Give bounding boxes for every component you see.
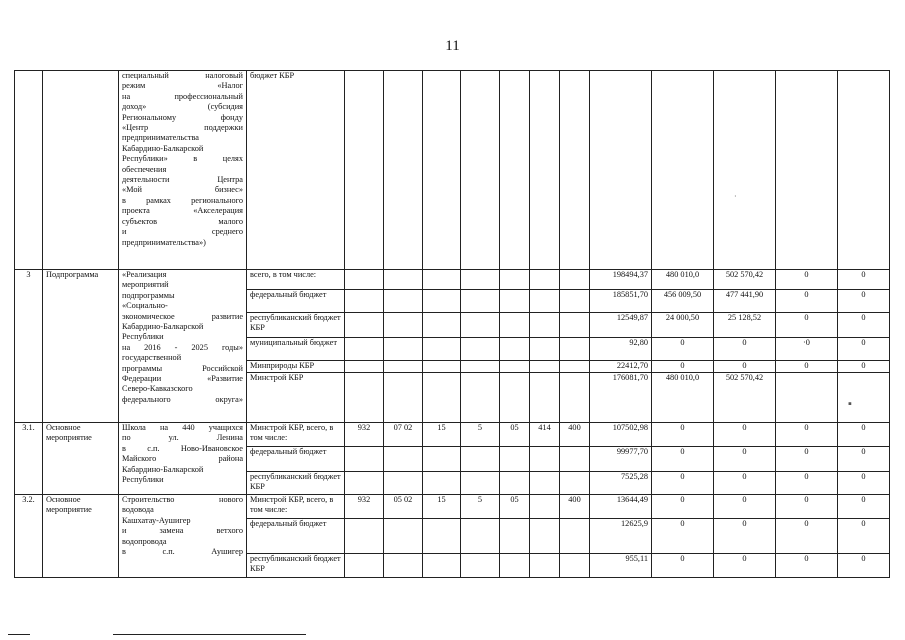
empty-cell: [345, 447, 384, 472]
code-cell-5: 05: [500, 423, 530, 447]
value-cell-4: 0: [776, 495, 838, 519]
value-cell-1: 12549,87: [590, 313, 652, 338]
empty-cell: [530, 361, 560, 373]
value-cell-4: ·0: [776, 338, 838, 361]
measure-name-line: проекта «Акселерация: [122, 206, 243, 216]
value-cell-2: 480 010,0: [652, 373, 714, 423]
scan-mark: ▪: [848, 398, 852, 410]
empty-cell: [560, 270, 590, 290]
empty-cell: [838, 71, 890, 270]
value-cell-3: 0: [714, 447, 776, 472]
value-cell-1: 92,80: [590, 338, 652, 361]
page-number: 11: [445, 38, 460, 54]
value-cell-2: 0: [652, 423, 714, 447]
empty-cell: [423, 554, 461, 578]
code-cell-2: 05 02: [384, 495, 423, 519]
empty-cell: [560, 472, 590, 495]
source-cell: муниципальный бюджет: [247, 338, 345, 361]
value-cell-1: 13644,49: [590, 495, 652, 519]
empty-cell: [461, 373, 500, 423]
measure-name-line: Школа на 440 учащихся: [122, 423, 243, 432]
code-cell-7: 400: [560, 423, 590, 447]
value-cell-3: 502 570,42: [714, 270, 776, 290]
measure-name-line: водопровода: [122, 536, 167, 546]
empty-cell: [461, 270, 500, 290]
source-cell: республиканский бюджет КБР: [247, 313, 345, 338]
measure-name-line: в рамках регионального: [122, 195, 243, 205]
empty-cell: [423, 373, 461, 423]
table-body: [15, 71, 890, 578]
value-cell-3: 502 570,42: [714, 373, 776, 423]
value-cell-1: 176081,70: [590, 373, 652, 423]
code-cell-7: 400: [560, 495, 590, 519]
value-cell-3: 0: [714, 338, 776, 361]
value-cell-2: 0: [652, 554, 714, 578]
empty-cell: [530, 447, 560, 472]
value-cell-1: 7525,28: [590, 472, 652, 495]
num-cell: 3.1.: [15, 423, 43, 495]
scan-dot: ·: [734, 192, 737, 201]
empty-cell: [560, 373, 590, 423]
measure-name-line: режим «Налог: [122, 81, 243, 91]
empty-cell: [423, 472, 461, 495]
empty-cell: [530, 71, 560, 270]
measure-name-line: Республики: [122, 475, 164, 485]
value-cell-3: 477 441,90: [714, 290, 776, 313]
empty-cell: [384, 71, 423, 270]
empty-cell: [384, 338, 423, 361]
measure-name-line: Кабардино-Балкарской: [122, 322, 204, 332]
empty-cell: [461, 447, 500, 472]
value-cell-4: [776, 373, 838, 423]
value-cell-3: 0: [714, 423, 776, 447]
value-cell-4: 0: [776, 519, 838, 554]
empty-cell: [345, 361, 384, 373]
value-cell-5: [838, 373, 890, 423]
empty-cell: [560, 361, 590, 373]
value-cell-4: 0: [776, 554, 838, 578]
table-row: [15, 423, 890, 447]
empty-cell: [423, 71, 461, 270]
value-cell-5: 0: [838, 290, 890, 313]
code-cell-1: 932: [345, 423, 384, 447]
num-cell: [15, 71, 43, 270]
value-cell-5: 0: [838, 423, 890, 447]
table-row: [15, 71, 890, 270]
value-cell-2: 480 010,0: [652, 270, 714, 290]
code-cell-2: 07 02: [384, 423, 423, 447]
empty-cell: [714, 71, 776, 270]
measure-name-line: обеспечения: [122, 164, 167, 174]
empty-cell: [560, 447, 590, 472]
code-cell-1: 932: [345, 495, 384, 519]
value-cell-5: 0: [838, 495, 890, 519]
empty-cell: [345, 338, 384, 361]
value-cell-5: 0: [838, 554, 890, 578]
measure-name-line: Кашхатау-Аушигер: [122, 515, 191, 525]
num-cell: 3.2.: [15, 495, 43, 578]
empty-cell: [345, 519, 384, 554]
empty-cell: [500, 290, 530, 313]
empty-cell: [560, 338, 590, 361]
value-cell-1: 185851,70: [590, 290, 652, 313]
measure-name-line: в с.п. Ново-Ивановское: [122, 443, 243, 453]
measure-name-line: Строительство нового: [122, 495, 243, 504]
empty-cell: [461, 472, 500, 495]
empty-cell: [500, 313, 530, 338]
code-cell-3: 15: [423, 423, 461, 447]
measure-name-line: предпринимательства»): [122, 237, 206, 247]
measure-name-cell: [119, 495, 247, 578]
empty-cell: [500, 447, 530, 472]
empty-cell: [384, 270, 423, 290]
code-cell-6: 414: [530, 423, 560, 447]
empty-cell: [652, 71, 714, 270]
empty-cell: [423, 290, 461, 313]
measure-name-line: в с.п. Аушигер: [122, 547, 243, 557]
empty-cell: [345, 71, 384, 270]
empty-cell: [423, 519, 461, 554]
empty-cell: [530, 519, 560, 554]
empty-cell: [423, 270, 461, 290]
measure-name-line: «Социально-: [122, 301, 168, 311]
empty-cell: [500, 519, 530, 554]
measure-name-cell: [119, 71, 247, 270]
value-cell-2: 0: [652, 519, 714, 554]
empty-cell: [530, 472, 560, 495]
code-cell-5: 05: [500, 495, 530, 519]
measure-name-line: «Центр поддержки: [122, 123, 243, 133]
source-cell: федеральный бюджет: [247, 519, 345, 554]
value-cell-3: 0: [714, 361, 776, 373]
type-cell: Основное мероприятие: [43, 423, 119, 495]
source-cell: республиканский бюджет КБР: [247, 472, 345, 495]
value-cell-1: 107502,98: [590, 423, 652, 447]
empty-cell: [345, 373, 384, 423]
empty-cell: [423, 361, 461, 373]
value-cell-4: 0: [776, 290, 838, 313]
measure-name-line: Региональному фонду: [122, 112, 243, 122]
measure-name-line: подпрограммы: [122, 290, 175, 300]
empty-cell: [560, 71, 590, 270]
measure-name-line: Кабардино-Балкарской: [122, 143, 204, 153]
measure-name-line: на профессиональный: [122, 91, 243, 101]
measure-name-line: Республики: [122, 332, 164, 342]
value-cell-5: 0: [838, 472, 890, 495]
value-cell-5: 0: [838, 270, 890, 290]
measure-name-line: по ул. Ленина: [122, 433, 243, 443]
value-cell-1: 955,11: [590, 554, 652, 578]
source-cell: Минстрой КБР, всего, в том числе:: [247, 495, 345, 519]
empty-cell: [530, 270, 560, 290]
value-cell-5: 0: [838, 313, 890, 338]
value-cell-5: 0: [838, 447, 890, 472]
empty-cell: [345, 472, 384, 495]
empty-cell: [384, 373, 423, 423]
empty-cell: [500, 472, 530, 495]
source-cell: бюджет КБР: [247, 71, 345, 270]
empty-cell: [530, 338, 560, 361]
empty-cell: [560, 290, 590, 313]
measure-name-line: деятельности Центра: [122, 175, 243, 185]
measure-name-line: субъектов малого: [122, 216, 243, 226]
empty-cell: [500, 361, 530, 373]
source-cell: федеральный бюджет: [247, 290, 345, 313]
empty-cell: [423, 447, 461, 472]
empty-cell: [500, 373, 530, 423]
empty-cell: [776, 71, 838, 270]
value-cell-5: 0: [838, 519, 890, 554]
measure-name-line: программы Российской: [122, 363, 243, 373]
type-cell: Основное мероприятие: [43, 495, 119, 578]
empty-cell: [384, 472, 423, 495]
source-cell: Минстрой КБР: [247, 373, 345, 423]
measure-name-line: доход» (субсидия: [122, 102, 243, 112]
measure-name-line: предпринимательства: [122, 133, 199, 143]
value-cell-2: 456 009,50: [652, 290, 714, 313]
table-row: [15, 495, 890, 519]
type-cell: [43, 71, 119, 270]
measure-name-line: и замена ветхого: [122, 526, 243, 536]
value-cell-1: 22412,70: [590, 361, 652, 373]
value-cell-4: 0: [776, 361, 838, 373]
code-cell-4: 5: [461, 495, 500, 519]
measure-name-line: «Реализация: [122, 270, 167, 279]
table-row: [15, 270, 890, 290]
value-cell-4: 0: [776, 447, 838, 472]
footnote-rule-short: [8, 634, 30, 635]
measure-name-line: Республики» в целях: [122, 154, 243, 164]
value-cell-2: 0: [652, 495, 714, 519]
value-cell-2: 0: [652, 361, 714, 373]
value-cell-3: 0: [714, 519, 776, 554]
code-cell-3: 15: [423, 495, 461, 519]
value-cell-5: 0: [838, 361, 890, 373]
empty-cell: [461, 290, 500, 313]
empty-cell: [384, 361, 423, 373]
source-cell: всего, в том числе:: [247, 270, 345, 290]
empty-cell: [530, 554, 560, 578]
empty-cell: [461, 554, 500, 578]
empty-cell: [423, 338, 461, 361]
footnote-rule: [113, 634, 306, 635]
empty-cell: [560, 519, 590, 554]
measure-name-line: специальный налоговый: [122, 71, 243, 80]
source-cell: федеральный бюджет: [247, 447, 345, 472]
value-cell-1: 99977,70: [590, 447, 652, 472]
empty-cell: [560, 554, 590, 578]
value-cell-3: 0: [714, 554, 776, 578]
empty-cell: [423, 313, 461, 338]
source-cell: Минстрой КБР, всего, в том числе:: [247, 423, 345, 447]
measure-name-line: государственной: [122, 353, 182, 363]
type-cell: Подпрограмма: [43, 270, 119, 423]
measure-name-line: водовода: [122, 505, 154, 515]
empty-cell: [461, 338, 500, 361]
measure-name-line: федерального округа»: [122, 394, 243, 404]
value-cell-5: 0: [838, 338, 890, 361]
empty-cell: [590, 71, 652, 270]
value-cell-4: 0: [776, 270, 838, 290]
empty-cell: [384, 519, 423, 554]
measure-name-line: Майского района: [122, 454, 243, 464]
empty-cell: [384, 313, 423, 338]
empty-cell: [530, 373, 560, 423]
source-cell: республиканский бюджет КБР: [247, 554, 345, 578]
code-cell-4: 5: [461, 423, 500, 447]
empty-cell: [461, 71, 500, 270]
empty-cell: [500, 338, 530, 361]
empty-cell: [345, 554, 384, 578]
measure-name-line: Северо-Кавказского: [122, 384, 193, 394]
value-cell-2: 0: [652, 472, 714, 495]
empty-cell: [384, 554, 423, 578]
value-cell-1: 198494,37: [590, 270, 652, 290]
measure-name-line: Кабардино-Балкарской: [122, 464, 204, 474]
value-cell-3: 0: [714, 495, 776, 519]
value-cell-4: 0: [776, 423, 838, 447]
empty-cell: [384, 290, 423, 313]
value-cell-1: 12625,9: [590, 519, 652, 554]
empty-cell: [530, 313, 560, 338]
num-cell: 3: [15, 270, 43, 423]
empty-cell: [500, 554, 530, 578]
measure-name-line: Федерации «Развитие: [122, 374, 243, 384]
measure-name-cell: [119, 423, 247, 495]
value-cell-4: 0: [776, 313, 838, 338]
value-cell-2: 0: [652, 447, 714, 472]
empty-cell: [345, 290, 384, 313]
measure-name-line: мероприятий: [122, 280, 169, 290]
empty-cell: [461, 519, 500, 554]
empty-cell: [384, 447, 423, 472]
empty-cell: [461, 361, 500, 373]
value-cell-2: 24 000,50: [652, 313, 714, 338]
measure-name-cell: [119, 270, 247, 423]
value-cell-4: 0: [776, 472, 838, 495]
code-cell-6: [530, 495, 560, 519]
measure-name-line: на 2016 - 2025 годы»: [122, 342, 243, 352]
measure-name-line: экономическое развитие: [122, 311, 243, 321]
measure-name-line: «Мой бизнес»: [122, 185, 243, 195]
empty-cell: [461, 313, 500, 338]
empty-cell: [560, 313, 590, 338]
value-cell-3: 0: [714, 472, 776, 495]
value-cell-3: 25 128,52: [714, 313, 776, 338]
empty-cell: [500, 71, 530, 270]
empty-cell: [345, 313, 384, 338]
empty-cell: [530, 290, 560, 313]
empty-cell: [500, 270, 530, 290]
measure-name-line: и среднего: [122, 227, 243, 237]
budget-table: [14, 70, 890, 578]
value-cell-2: 0: [652, 338, 714, 361]
empty-cell: [345, 270, 384, 290]
source-cell: Минприроды КБР: [247, 361, 345, 373]
